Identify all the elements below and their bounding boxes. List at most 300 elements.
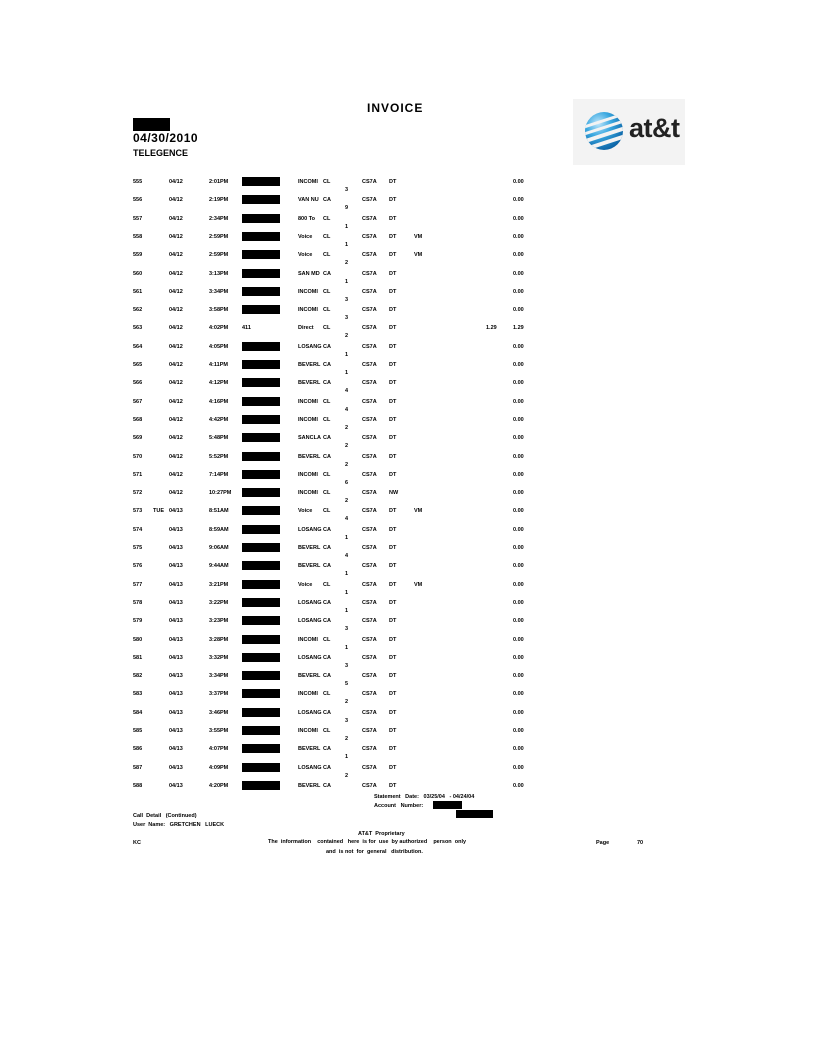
row-feature: DT xyxy=(389,599,397,606)
row-minutes: 1 xyxy=(345,644,349,651)
row-state: CL xyxy=(323,581,331,588)
row-state: CL xyxy=(323,508,331,515)
table-row xyxy=(0,289,816,307)
redacted-number xyxy=(242,415,280,424)
row-date: 04/12 xyxy=(169,416,183,423)
globe-icon xyxy=(585,112,623,150)
row-minutes: 4 xyxy=(345,388,349,395)
row-number: 588 xyxy=(133,782,143,789)
row-rate-code: CS7A xyxy=(362,618,377,625)
row-feature: DT xyxy=(389,636,397,643)
row-place: INCOMI xyxy=(298,636,318,643)
row-rate-code: CS7A xyxy=(362,728,377,734)
row-date: 04/13 xyxy=(169,563,183,570)
row-number: 555 xyxy=(133,179,143,185)
row-minutes: 1 xyxy=(345,754,349,761)
row-amount: 0.00 xyxy=(513,563,524,570)
row-time: 3:13PM xyxy=(209,270,229,277)
row-feature: DT xyxy=(389,233,397,240)
row-date: 04/12 xyxy=(169,307,183,314)
row-amount: 0.00 xyxy=(513,728,524,734)
row-minutes: 1 xyxy=(345,278,349,285)
row-place: INCOMI xyxy=(298,179,318,185)
row-number: 583 xyxy=(133,691,143,698)
location-code: KC xyxy=(133,840,141,846)
row-rate-code: CS7A xyxy=(362,526,377,533)
row-rate-code: CS7A xyxy=(362,782,377,789)
row-amount: 0.00 xyxy=(513,398,524,405)
redacted-number xyxy=(242,342,280,351)
redacted-number xyxy=(242,635,280,644)
row-minutes: 3 xyxy=(345,296,349,303)
table-row xyxy=(0,600,816,618)
row-rate-code: CS7A xyxy=(362,215,377,222)
row-feature: DT xyxy=(389,764,397,771)
row-feature: DT xyxy=(389,526,397,533)
row-amount: 0.00 xyxy=(513,782,524,789)
row-amount: 0.00 xyxy=(513,288,524,295)
row-minutes: 1 xyxy=(345,351,349,358)
row-vm: VM xyxy=(414,252,423,259)
row-number: 557 xyxy=(133,215,143,222)
row-amount: 0.00 xyxy=(513,599,524,606)
row-state: CL xyxy=(323,325,331,332)
row-state: CA xyxy=(323,453,331,460)
row-minutes: 2 xyxy=(345,424,349,431)
row-amount: 0.00 xyxy=(513,252,524,259)
row-amount: 0.00 xyxy=(513,673,524,680)
row-date: 04/13 xyxy=(169,508,183,515)
row-minutes: 1 xyxy=(345,607,349,614)
row-date: 04/13 xyxy=(169,764,183,771)
row-place: INCOMI xyxy=(298,398,318,405)
row-feature: DT xyxy=(389,581,397,588)
row-minutes: 2 xyxy=(345,443,349,450)
row-rate-code: CS7A xyxy=(362,380,377,387)
row-place: BEVERL xyxy=(298,563,321,570)
row-state: CL xyxy=(323,288,331,295)
row-state: CA xyxy=(323,380,331,387)
row-time: 7:14PM xyxy=(209,471,229,478)
row-number: 561 xyxy=(133,288,143,295)
row-rate-code: CS7A xyxy=(362,343,377,350)
row-day: TUE xyxy=(153,508,164,515)
row-feature: DT xyxy=(389,453,397,460)
row-place: LOSANG xyxy=(298,709,322,716)
row-time: 2:59PM xyxy=(209,233,229,240)
row-minutes: 2 xyxy=(345,736,349,742)
row-feature: DT xyxy=(389,782,397,789)
row-rate-code: CS7A xyxy=(362,673,377,680)
row-date: 04/13 xyxy=(169,691,183,698)
row-amount: 0.00 xyxy=(513,380,524,387)
redacted-number xyxy=(242,506,280,515)
table-row xyxy=(0,618,816,636)
row-feature: DT xyxy=(389,435,397,442)
redacted-number xyxy=(242,708,280,717)
row-state: CA xyxy=(323,362,331,368)
row-date: 04/13 xyxy=(169,728,183,734)
row-feature: DT xyxy=(389,618,397,625)
row-rate-code: CS7A xyxy=(362,325,377,332)
row-place: Direct xyxy=(298,325,314,332)
row-time: 3:58PM xyxy=(209,307,229,314)
row-rate-code: CS7A xyxy=(362,179,377,185)
row-state: CL xyxy=(323,636,331,643)
row-time: 4:42PM xyxy=(209,416,229,423)
row-time: 3:37PM xyxy=(209,691,229,698)
row-number: 560 xyxy=(133,270,143,277)
row-feature: DT xyxy=(389,362,397,368)
row-vm: VM xyxy=(414,508,423,515)
invoice-title: INVOICE xyxy=(367,101,424,115)
row-date: 04/12 xyxy=(169,343,183,350)
row-vm: VM xyxy=(414,233,423,240)
row-place: LOSANG xyxy=(298,764,322,771)
row-date: 04/13 xyxy=(169,526,183,533)
row-amount: 0.00 xyxy=(513,654,524,661)
row-number: 574 xyxy=(133,526,143,533)
row-place: LOSANG xyxy=(298,343,322,350)
row-place: LOSANG xyxy=(298,654,322,661)
row-rate-code: CS7A xyxy=(362,691,377,698)
row-number: 586 xyxy=(133,746,143,753)
row-feature: DT xyxy=(389,416,397,423)
redacted-number xyxy=(242,543,280,552)
row-time: 2:34PM xyxy=(209,215,229,222)
row-number: 584 xyxy=(133,709,143,716)
row-time: 3:28PM xyxy=(209,636,229,643)
row-amount: 0.00 xyxy=(513,215,524,222)
row-place: VAN NU xyxy=(298,197,319,204)
row-date: 04/13 xyxy=(169,673,183,680)
row-time: 9:44AM xyxy=(209,563,229,570)
row-state: CL xyxy=(323,691,331,698)
table-row xyxy=(0,508,816,526)
row-feature: DT xyxy=(389,545,397,551)
row-place: BEVERL xyxy=(298,782,321,789)
row-date: 04/13 xyxy=(169,746,183,753)
row-time: 4:07PM xyxy=(209,746,229,753)
table-row xyxy=(0,417,816,435)
table-row xyxy=(0,216,816,234)
row-place: BEVERL xyxy=(298,453,321,460)
redaction-block xyxy=(456,810,493,818)
row-additional-charge: 1.29 xyxy=(486,325,497,332)
row-date: 04/12 xyxy=(169,398,183,405)
row-place: INCOMI xyxy=(298,490,318,497)
row-number: 581 xyxy=(133,654,143,661)
table-row xyxy=(0,691,816,709)
row-amount: 0.00 xyxy=(513,179,524,185)
row-date: 04/13 xyxy=(169,782,183,789)
row-date: 04/12 xyxy=(169,435,183,442)
row-feature: DT xyxy=(389,709,397,716)
row-rate-code: CS7A xyxy=(362,545,377,551)
row-date: 04/12 xyxy=(169,179,183,185)
row-minutes: 4 xyxy=(345,516,349,523)
row-rate-code: CS7A xyxy=(362,307,377,314)
row-place: 800 To xyxy=(298,215,316,222)
call-detail-heading: Call Detail (Continued) xyxy=(133,813,197,819)
row-amount: 0.00 xyxy=(513,526,524,533)
row-number: 571 xyxy=(133,471,143,478)
table-row xyxy=(0,545,816,563)
row-rate-code: CS7A xyxy=(362,581,377,588)
redacted-number xyxy=(242,744,280,753)
table-row xyxy=(0,380,816,398)
row-number: 569 xyxy=(133,435,143,442)
row-place: INCOMI xyxy=(298,288,318,295)
table-row xyxy=(0,179,816,197)
row-place: BEVERL xyxy=(298,746,321,753)
row-feature: DT xyxy=(389,691,397,698)
row-minutes: 3 xyxy=(345,662,349,669)
redacted-number xyxy=(242,653,280,662)
row-date: 04/12 xyxy=(169,471,183,478)
table-row xyxy=(0,197,816,215)
row-feature: DT xyxy=(389,728,397,734)
row-minutes: 4 xyxy=(345,406,349,413)
row-minutes: 1 xyxy=(345,241,349,248)
row-place: LOSANG xyxy=(298,526,322,533)
row-date: 04/12 xyxy=(169,325,183,332)
row-number: 564 xyxy=(133,343,143,350)
row-number: 585 xyxy=(133,728,143,734)
row-rate-code: CS7A xyxy=(362,490,377,497)
redacted-number xyxy=(242,561,280,570)
row-time: 4:12PM xyxy=(209,380,229,387)
row-number: 573 xyxy=(133,508,143,515)
row-date: 04/13 xyxy=(169,599,183,606)
row-time: 10:27PM xyxy=(209,490,232,497)
row-feature: DT xyxy=(389,380,397,387)
row-date: 04/12 xyxy=(169,197,183,204)
row-number: 580 xyxy=(133,636,143,643)
row-place: INCOMI xyxy=(298,471,318,478)
statement-date: Statement Date: 03/25/04 - 04/24/04 xyxy=(374,794,475,800)
row-amount: 0.00 xyxy=(513,307,524,314)
row-feature: DT xyxy=(389,746,397,753)
table-row xyxy=(0,325,816,343)
row-state: CL xyxy=(323,490,331,497)
row-state: CL xyxy=(323,728,331,734)
table-row xyxy=(0,271,816,289)
row-place: INCOMI xyxy=(298,416,318,423)
row-amount: 0.00 xyxy=(513,508,524,515)
row-place: BEVERL xyxy=(298,380,321,387)
table-row xyxy=(0,527,816,545)
row-minutes: 2 xyxy=(345,333,349,340)
row-place: LOSANG xyxy=(298,599,322,606)
row-feature: DT xyxy=(389,325,397,332)
redacted-number xyxy=(242,781,280,790)
redacted-number xyxy=(242,689,280,698)
row-number: 582 xyxy=(133,673,143,680)
row-feature: DT xyxy=(389,215,397,222)
redacted-number xyxy=(242,177,280,186)
row-state: CA xyxy=(323,746,331,753)
redacted-number xyxy=(242,598,280,607)
row-time: 4:11PM xyxy=(209,362,228,368)
row-state: CA xyxy=(323,764,331,771)
row-place: BEVERL xyxy=(298,362,321,368)
row-rate-code: CS7A xyxy=(362,764,377,771)
row-minutes: 3 xyxy=(345,315,349,322)
row-state: CL xyxy=(323,471,331,478)
logo-wordmark: at&t xyxy=(629,113,680,143)
row-minutes: 3 xyxy=(345,717,349,724)
redacted-number xyxy=(242,488,280,497)
redacted-number xyxy=(242,397,280,406)
row-place: Voice xyxy=(298,508,313,515)
row-date: 04/12 xyxy=(169,288,183,295)
notice-line-2: and is not for general distribution. xyxy=(326,849,423,855)
row-date: 04/12 xyxy=(169,270,183,277)
row-date: 04/12 xyxy=(169,233,183,240)
row-date: 04/13 xyxy=(169,636,183,643)
page-number: 70 xyxy=(637,840,644,846)
row-time: 2:01PM xyxy=(209,179,229,185)
row-feature: DT xyxy=(389,307,397,314)
notice-line-1: The information contained here is for use by authorized person only xyxy=(268,839,467,845)
row-state: CA xyxy=(323,270,331,277)
row-time: 5:48PM xyxy=(209,435,229,442)
row-place: INCOMI xyxy=(298,307,318,314)
redaction-block xyxy=(133,118,170,131)
redacted-number xyxy=(242,452,280,461)
row-minutes: 6 xyxy=(345,479,349,486)
row-rate-code: CS7A xyxy=(362,288,377,295)
table-row xyxy=(0,435,816,453)
row-amount: 0.00 xyxy=(513,618,524,625)
table-row xyxy=(0,746,816,764)
page-label: Page xyxy=(596,840,610,846)
row-feature: DT xyxy=(389,288,397,295)
row-state: CA xyxy=(323,563,331,570)
row-number: 578 xyxy=(133,599,143,606)
row-rate-code: CS7A xyxy=(362,435,377,442)
table-row xyxy=(0,472,816,490)
row-amount: 0.00 xyxy=(513,197,524,204)
row-amount: 0.00 xyxy=(513,746,524,753)
row-amount: 0.00 xyxy=(513,764,524,771)
proprietary-label: AT&T Proprietary xyxy=(358,831,405,837)
row-place: SANCLA xyxy=(298,435,321,442)
row-state: CA xyxy=(323,197,331,204)
row-place: Voice xyxy=(298,233,313,240)
row-time: 3:34PM xyxy=(209,673,229,680)
row-rate-code: CS7A xyxy=(362,746,377,753)
row-amount: 0.00 xyxy=(513,691,524,698)
row-rate-code: CS7A xyxy=(362,362,377,368)
row-time: 4:09PM xyxy=(209,764,229,771)
table-row xyxy=(0,344,816,362)
row-amount: 0.00 xyxy=(513,581,524,588)
row-date: 04/13 xyxy=(169,709,183,716)
row-feature: NW xyxy=(389,490,399,497)
row-rate-code: CS7A xyxy=(362,508,377,515)
row-date: 04/13 xyxy=(169,581,183,588)
row-feature: DT xyxy=(389,563,397,570)
row-rate-code: CS7A xyxy=(362,416,377,423)
row-place: Voice xyxy=(298,252,313,259)
row-rate-code: CS7A xyxy=(362,453,377,460)
row-state: CA xyxy=(323,545,331,551)
redacted-number xyxy=(242,433,280,442)
row-feature: DT xyxy=(389,673,397,680)
row-state: CL xyxy=(323,233,331,240)
redacted-number xyxy=(242,763,280,772)
company-name: TELEGENCE xyxy=(133,148,189,158)
table-row xyxy=(0,563,816,581)
row-vm: VM xyxy=(414,581,423,588)
row-rate-code: CS7A xyxy=(362,471,377,478)
row-feature: DT xyxy=(389,471,397,478)
row-feature: DT xyxy=(389,179,397,185)
table-row xyxy=(0,710,816,728)
row-number: 559 xyxy=(133,252,143,259)
row-time: 9:06AM xyxy=(209,545,229,551)
row-state: CA xyxy=(323,782,331,789)
table-row xyxy=(0,234,816,252)
row-minutes: 2 xyxy=(345,260,349,267)
row-date: 04/12 xyxy=(169,380,183,387)
table-row xyxy=(0,490,816,508)
row-feature: DT xyxy=(389,270,397,277)
row-amount: 0.00 xyxy=(513,233,524,240)
row-place: Voice xyxy=(298,581,313,588)
row-time: 4:02PM xyxy=(209,325,229,332)
row-rate-code: CS7A xyxy=(362,233,377,240)
row-date: 04/12 xyxy=(169,453,183,460)
row-state: CA xyxy=(323,654,331,661)
row-place: SAN MD xyxy=(298,270,320,277)
table-row xyxy=(0,362,816,380)
row-minutes: 3 xyxy=(345,187,349,193)
row-date: 04/13 xyxy=(169,618,183,625)
row-state: CL xyxy=(323,416,331,423)
row-number: 566 xyxy=(133,380,143,387)
row-time: 3:34PM xyxy=(209,288,229,295)
row-time: 8:51AM xyxy=(209,508,229,515)
row-minutes: 2 xyxy=(345,498,349,505)
redacted-number xyxy=(242,269,280,278)
row-number: 556 xyxy=(133,197,143,204)
redacted-number xyxy=(242,616,280,625)
account-number-label: Account Number: xyxy=(374,803,424,809)
row-time: 3:22PM xyxy=(209,599,229,606)
row-time: 3:21PM xyxy=(209,581,229,588)
row-feature: DT xyxy=(389,654,397,661)
row-state: CL xyxy=(323,179,331,185)
row-state: CA xyxy=(323,709,331,716)
row-amount: 0.00 xyxy=(513,490,524,497)
table-row xyxy=(0,728,816,746)
row-state: CA xyxy=(323,599,331,606)
row-amount: 0.00 xyxy=(513,343,524,350)
row-time: 3:55PM xyxy=(209,728,229,734)
row-number: 579 xyxy=(133,618,143,625)
table-row xyxy=(0,582,816,600)
table-row xyxy=(0,454,816,472)
table-row xyxy=(0,673,816,691)
row-rate-code: CS7A xyxy=(362,563,377,570)
row-minutes: 1 xyxy=(345,370,349,376)
row-amount: 0.00 xyxy=(513,435,524,442)
redacted-number xyxy=(242,232,280,241)
row-time: 5:52PM xyxy=(209,453,229,460)
